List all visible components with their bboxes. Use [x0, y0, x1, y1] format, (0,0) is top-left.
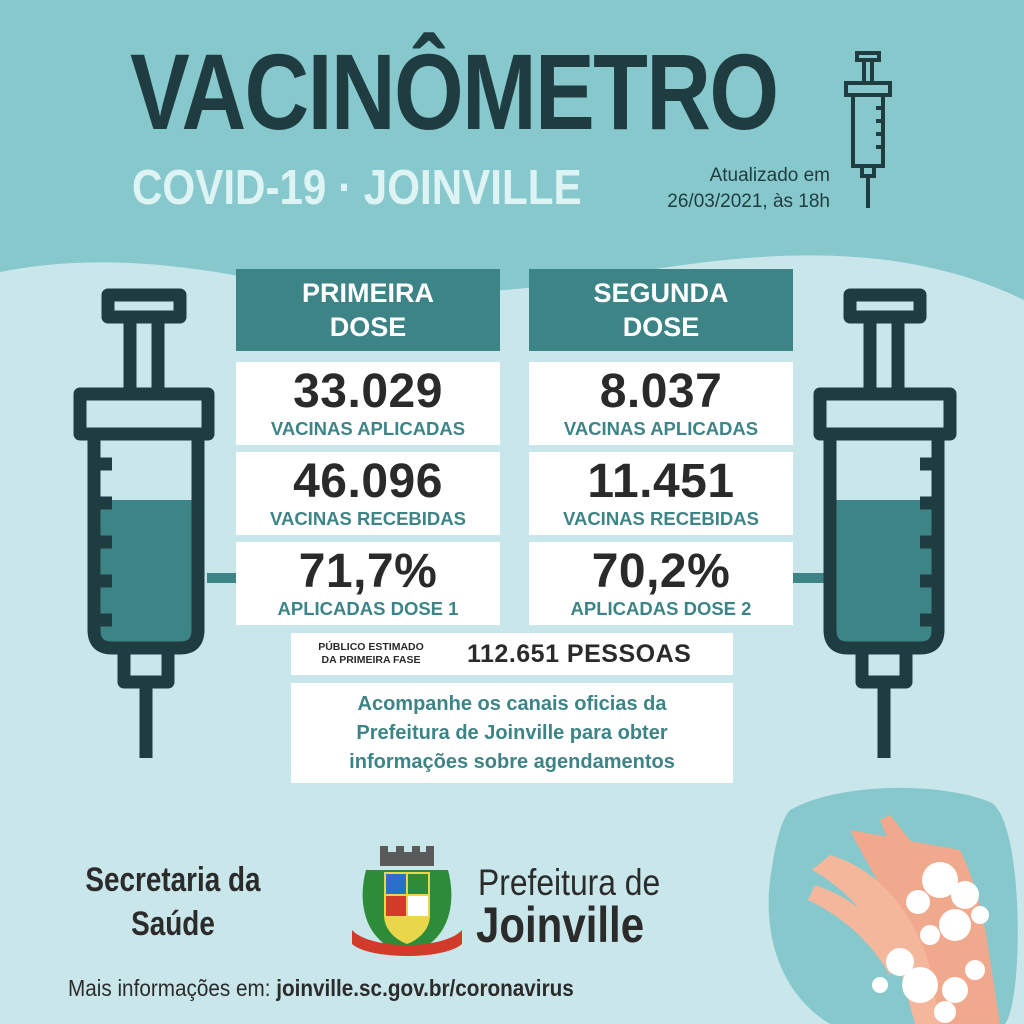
updated-timestamp: [636, 163, 830, 215]
first-dose-heading-line2: DOSE: [329, 312, 407, 342]
secretaria-line-2: Saúde: [131, 905, 215, 943]
second-dose-received-value: 11.451: [587, 455, 735, 508]
first-dose-percent-value: 71,7%: [298, 545, 438, 598]
first-dose-received-card: [236, 452, 500, 535]
second-dose-applied-value: 8.037: [599, 365, 723, 418]
first-dose-percent-card: [236, 542, 500, 625]
estimated-public-label-line1: PÚBLICO ESTIMADO: [318, 641, 424, 653]
second-dose-heading-line1: SEGUNDA: [593, 278, 729, 308]
second-dose-percent-card: [529, 542, 793, 625]
first-dose-percent-label: APLICADAS DOSE 1: [277, 598, 459, 619]
first-dose-heading-line1: PRIMEIRA: [301, 278, 434, 308]
second-dose-applied-card: [529, 362, 793, 445]
updated-line-1: Atualizado em: [709, 165, 830, 186]
second-dose-received-card: [529, 452, 793, 535]
second-dose-applied-label: VACINAS APLICADAS: [563, 418, 759, 439]
second-dose-received-label: VACINAS RECEBIDAS: [563, 508, 759, 529]
first-dose-applied-label: VACINAS APLICADAS: [270, 418, 466, 439]
info-line-1: Acompanhe os canais oficias da: [357, 692, 667, 715]
page-title: VACINÔMETRO: [130, 31, 778, 152]
secretaria-line-1: Secretaria da: [85, 861, 261, 899]
estimated-public-label-line2: DA PRIMEIRA FASE: [321, 654, 421, 666]
hands-washing-icon: [769, 788, 1018, 1024]
info-line-3: informações sobre agendamentos: [349, 750, 675, 773]
more-info-line: [68, 975, 574, 1002]
prefeitura-line-2: Joinville: [476, 897, 645, 953]
more-info-url[interactable]: joinville.sc.gov.br/coronavirus: [276, 975, 574, 1001]
estimated-public-value: 112.651 PESSOAS: [467, 639, 692, 668]
page-subtitle: COVID-19 · JOINVILLE: [132, 161, 582, 215]
first-dose-applied-value: 33.029: [293, 365, 443, 418]
first-dose-applied-card: [236, 362, 500, 445]
second-dose-heading: [529, 269, 793, 351]
first-dose-heading: [236, 269, 500, 351]
secretaria-logo-text: [82, 858, 264, 946]
prefeitura-line-1: Prefeitura de: [478, 862, 661, 903]
info-box: [291, 683, 733, 783]
more-info-prefix: Mais informações em:: [68, 975, 271, 1001]
second-dose-percent-label: APLICADAS DOSE 2: [570, 598, 752, 619]
updated-line-2: 26/03/2021, às 18h: [667, 191, 830, 212]
second-dose-heading-line2: DOSE: [622, 312, 700, 342]
second-dose-percent-value: 70,2%: [591, 545, 731, 598]
first-dose-received-label: VACINAS RECEBIDAS: [270, 508, 466, 529]
estimated-public-bar: [291, 633, 733, 675]
estimated-public-label: [291, 641, 451, 667]
info-line-2: Prefeitura de Joinville para obter: [356, 721, 668, 744]
first-dose-received-value: 46.096: [293, 455, 443, 508]
